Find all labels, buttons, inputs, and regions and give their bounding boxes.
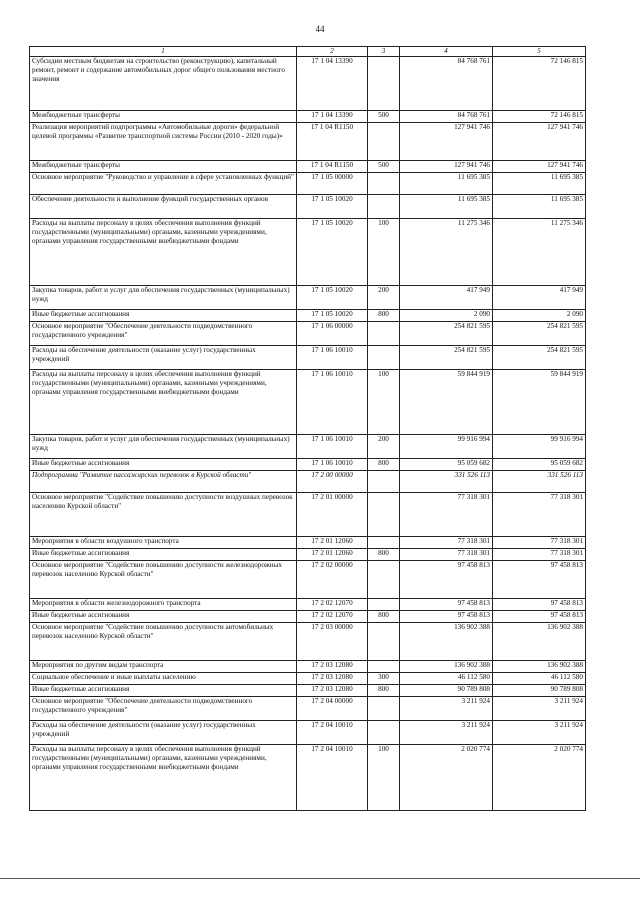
row-amount-year1-cell: 77 318 301 xyxy=(400,493,493,537)
table-row xyxy=(30,173,586,195)
row-name-cell: Мероприятия по другим видам транспорта xyxy=(30,661,297,673)
row-expense-type-cell: 800 xyxy=(368,611,400,623)
row-target-article-cell: 17 1 04 13390 xyxy=(297,57,368,111)
row-name-cell: Расходы на обеспечение деятельности (оказание услуг) государственных учреждений xyxy=(30,721,297,745)
row-target-article-cell: 17 1 06 10010 xyxy=(297,435,368,459)
row-amount-year1-cell: 95 059 682 xyxy=(400,459,493,471)
row-target-article-cell: 17 1 06 10010 xyxy=(297,459,368,471)
table-row xyxy=(30,611,586,623)
row-name-cell: Субсидии местным бюджетам на строительство (реконструкцию), капитальный ремонт, ремонт и содержание автомобильных дорог общего пользования местного значения xyxy=(30,57,297,111)
row-amount-year1-cell: 97 458 813 xyxy=(400,611,493,623)
column-number-year1: 4 xyxy=(400,47,493,57)
row-name-cell: Основное мероприятие "Содействие повышению доступности автомобильных перевозок населению Курской области" xyxy=(30,623,297,661)
row-name-cell: Закупка товаров, работ и услуг для обеспечения государственных (муниципальных) нужд xyxy=(30,286,297,310)
row-target-article-cell: 17 1 05 10020 xyxy=(297,310,368,322)
table-row xyxy=(30,673,586,685)
row-amount-year2-cell: 97 458 813 xyxy=(493,561,586,599)
row-expense-type-cell xyxy=(368,195,400,219)
column-number-vr: 3 xyxy=(368,47,400,57)
table-row xyxy=(30,661,586,673)
row-amount-year2-cell: 11 275 346 xyxy=(493,219,586,286)
row-name-cell: Реализация мероприятий подпрограммы «Автомобильные дороги» федеральной целевой программы «Развитие транспортной системы России (2010 - 2020 годы)» xyxy=(30,123,297,161)
row-amount-year1-cell: 3 211 924 xyxy=(400,721,493,745)
row-name-cell: Основное мероприятие "Содействие повышению доступности воздушных перевозок населению Курской области" xyxy=(30,493,297,537)
row-name-cell: Расходы на обеспечение деятельности (оказание услуг) государственных учреждений xyxy=(30,346,297,370)
row-target-article-cell: 17 1 05 10020 xyxy=(297,219,368,286)
row-amount-year2-cell: 254 821 595 xyxy=(493,346,586,370)
row-amount-year2-cell: 90 789 808 xyxy=(493,685,586,697)
row-target-article-cell: 17 2 04 00000 xyxy=(297,697,368,721)
row-amount-year2-cell: 127 941 746 xyxy=(493,161,586,173)
row-amount-year2-cell: 99 916 994 xyxy=(493,435,586,459)
table-row xyxy=(30,57,586,111)
row-target-article-cell: 17 2 02 00000 xyxy=(297,561,368,599)
row-amount-year1-cell: 2 090 xyxy=(400,310,493,322)
table-row xyxy=(30,471,586,493)
table-row xyxy=(30,370,586,435)
row-expense-type-cell xyxy=(368,537,400,549)
row-target-article-cell: 17 2 02 12070 xyxy=(297,611,368,623)
row-amount-year2-cell: 77 318 301 xyxy=(493,549,586,561)
row-expense-type-cell xyxy=(368,123,400,161)
row-amount-year2-cell: 136 902 388 xyxy=(493,661,586,673)
row-amount-year2-cell: 46 112 580 xyxy=(493,673,586,685)
row-expense-type-cell xyxy=(368,471,400,493)
row-amount-year2-cell: 72 146 815 xyxy=(493,111,586,123)
row-target-article-cell: 17 1 05 00000 xyxy=(297,173,368,195)
row-amount-year2-cell: 136 902 388 xyxy=(493,623,586,661)
row-amount-year1-cell: 331 526 113 xyxy=(400,471,493,493)
table-row xyxy=(30,459,586,471)
row-amount-year2-cell: 3 211 924 xyxy=(493,697,586,721)
row-expense-type-cell xyxy=(368,599,400,611)
row-amount-year1-cell: 59 844 919 xyxy=(400,370,493,435)
row-target-article-cell: 17 2 03 12080 xyxy=(297,661,368,673)
row-name-cell: Закупка товаров, работ и услуг для обеспечения государственных (муниципальных) нужд xyxy=(30,435,297,459)
table-row xyxy=(30,721,586,745)
row-target-article-cell: 17 2 02 12070 xyxy=(297,599,368,611)
row-amount-year2-cell: 331 526 113 xyxy=(493,471,586,493)
table-row xyxy=(30,435,586,459)
row-target-article-cell: 17 2 03 12080 xyxy=(297,685,368,697)
row-target-article-cell: 17 1 05 10020 xyxy=(297,195,368,219)
row-expense-type-cell: 200 xyxy=(368,435,400,459)
table-row xyxy=(30,745,586,811)
row-target-article-cell: 17 1 04 R1150 xyxy=(297,161,368,173)
row-amount-year1-cell: 136 902 388 xyxy=(400,623,493,661)
row-expense-type-cell: 100 xyxy=(368,745,400,811)
row-target-article-cell: 17 2 03 12080 xyxy=(297,673,368,685)
row-target-article-cell: 17 2 01 12060 xyxy=(297,537,368,549)
row-amount-year2-cell: 254 821 595 xyxy=(493,322,586,346)
row-name-cell: Иные бюджетные ассигнования xyxy=(30,310,297,322)
row-amount-year1-cell: 11 275 346 xyxy=(400,219,493,286)
row-amount-year1-cell: 254 821 595 xyxy=(400,346,493,370)
row-expense-type-cell xyxy=(368,493,400,537)
row-expense-type-cell: 500 xyxy=(368,161,400,173)
table-row xyxy=(30,561,586,599)
row-amount-year1-cell: 127 941 746 xyxy=(400,123,493,161)
row-name-cell: Иные бюджетные ассигнования xyxy=(30,685,297,697)
row-expense-type-cell: 300 xyxy=(368,673,400,685)
row-amount-year1-cell: 84 768 761 xyxy=(400,111,493,123)
row-target-article-cell: 17 1 05 10020 xyxy=(297,286,368,310)
row-amount-year2-cell: 417 949 xyxy=(493,286,586,310)
row-expense-type-cell: 500 xyxy=(368,111,400,123)
row-expense-type-cell: 800 xyxy=(368,310,400,322)
table-row xyxy=(30,697,586,721)
row-amount-year1-cell: 417 949 xyxy=(400,286,493,310)
table-row xyxy=(30,310,586,322)
row-amount-year2-cell: 11 695 385 xyxy=(493,173,586,195)
row-expense-type-cell: 800 xyxy=(368,685,400,697)
row-expense-type-cell xyxy=(368,623,400,661)
row-expense-type-cell xyxy=(368,561,400,599)
row-target-article-cell: 17 2 00 00000 xyxy=(297,471,368,493)
table-row xyxy=(30,623,586,661)
row-amount-year1-cell: 11 695 385 xyxy=(400,173,493,195)
row-expense-type-cell: 100 xyxy=(368,370,400,435)
row-name-cell: Мероприятия в области воздушного транспорта xyxy=(30,537,297,549)
row-amount-year1-cell: 127 941 746 xyxy=(400,161,493,173)
table-row xyxy=(30,537,586,549)
row-amount-year1-cell: 46 112 580 xyxy=(400,673,493,685)
row-expense-type-cell xyxy=(368,661,400,673)
row-amount-year2-cell: 97 458 813 xyxy=(493,599,586,611)
page-number: 44 xyxy=(315,24,325,34)
table-row xyxy=(30,195,586,219)
column-number-row xyxy=(30,47,586,57)
table-row xyxy=(30,111,586,123)
column-number-csr: 2 xyxy=(297,47,368,57)
row-name-cell: Подпрограмма "Развитие пассажирских перевозок в Курской области" xyxy=(30,471,297,493)
row-name-cell: Мероприятия в области железнодорожного транспорта xyxy=(30,599,297,611)
row-amount-year1-cell: 136 902 388 xyxy=(400,661,493,673)
row-target-article-cell: 17 1 06 00000 xyxy=(297,322,368,346)
row-target-article-cell: 17 2 01 00000 xyxy=(297,493,368,537)
row-name-cell: Расходы на выплаты персоналу в целях обеспечения выполнения функций государственными (муниципальными) органами, казенными учреждениями, органами управления государственными внебюджетными фондами xyxy=(30,370,297,435)
row-expense-type-cell: 200 xyxy=(368,286,400,310)
row-name-cell: Межбюджетные трансферты xyxy=(30,161,297,173)
row-name-cell: Иные бюджетные ассигнования xyxy=(30,459,297,471)
row-expense-type-cell: 800 xyxy=(368,549,400,561)
row-expense-type-cell xyxy=(368,346,400,370)
row-name-cell: Обеспечение деятельности и выполнение функций государственных органов xyxy=(30,195,297,219)
row-amount-year1-cell: 77 318 301 xyxy=(400,549,493,561)
footer-rule xyxy=(0,878,640,879)
row-target-article-cell: 17 1 06 10010 xyxy=(297,346,368,370)
table-row xyxy=(30,599,586,611)
row-expense-type-cell xyxy=(368,697,400,721)
row-amount-year2-cell: 2 090 xyxy=(493,310,586,322)
row-expense-type-cell: 800 xyxy=(368,459,400,471)
row-amount-year1-cell: 99 916 994 xyxy=(400,435,493,459)
row-name-cell: Основное мероприятие "Обеспечение деятельности подведомственного государственного учреждения" xyxy=(30,322,297,346)
row-amount-year2-cell: 3 211 924 xyxy=(493,721,586,745)
row-amount-year1-cell: 97 458 813 xyxy=(400,561,493,599)
budget-table-body xyxy=(30,47,586,811)
row-name-cell: Иные бюджетные ассигнования xyxy=(30,549,297,561)
row-amount-year2-cell: 77 318 301 xyxy=(493,537,586,549)
row-name-cell: Расходы на выплаты персоналу в целях обеспечения выполнения функций государственными (муниципальными) органами, казенными учреждениями, органами управления государственными внебюджетными фондами xyxy=(30,219,297,286)
row-amount-year1-cell: 77 318 301 xyxy=(400,537,493,549)
row-target-article-cell: 17 2 04 10010 xyxy=(297,745,368,811)
row-target-article-cell: 17 1 04 R1150 xyxy=(297,123,368,161)
row-name-cell: Иные бюджетные ассигнования xyxy=(30,611,297,623)
row-amount-year2-cell: 2 020 774 xyxy=(493,745,586,811)
row-expense-type-cell xyxy=(368,57,400,111)
budget-table xyxy=(29,46,586,811)
row-amount-year2-cell: 11 695 385 xyxy=(493,195,586,219)
row-name-cell: Социальное обеспечение и иные выплаты населению xyxy=(30,673,297,685)
row-amount-year1-cell: 97 458 813 xyxy=(400,599,493,611)
row-name-cell: Расходы на выплаты персоналу в целях обеспечения выполнения функций государственными (муниципальными) органами, казенными учреждениями, органами управления государственными внебюджетными фондами xyxy=(30,745,297,811)
row-expense-type-cell xyxy=(368,173,400,195)
row-amount-year2-cell: 127 941 746 xyxy=(493,123,586,161)
row-amount-year2-cell: 77 318 301 xyxy=(493,493,586,537)
row-name-cell: Основное мероприятие "Руководство и управление в сфере установленных функций" xyxy=(30,173,297,195)
row-target-article-cell: 17 2 01 12060 xyxy=(297,549,368,561)
row-target-article-cell: 17 2 04 10010 xyxy=(297,721,368,745)
row-amount-year2-cell: 97 458 813 xyxy=(493,611,586,623)
row-amount-year1-cell: 3 211 924 xyxy=(400,697,493,721)
table-row xyxy=(30,346,586,370)
table-row xyxy=(30,322,586,346)
column-number-year2: 5 xyxy=(493,47,586,57)
row-target-article-cell: 17 2 03 00000 xyxy=(297,623,368,661)
table-row xyxy=(30,685,586,697)
row-amount-year1-cell: 90 789 808 xyxy=(400,685,493,697)
table-row xyxy=(30,219,586,286)
row-amount-year1-cell: 11 695 385 xyxy=(400,195,493,219)
row-expense-type-cell xyxy=(368,322,400,346)
row-target-article-cell: 17 1 04 13390 xyxy=(297,111,368,123)
row-name-cell: Основное мероприятие "Обеспечение деятельности подведомственного государственного учреждения" xyxy=(30,697,297,721)
row-name-cell: Межбюджетные трансферты xyxy=(30,111,297,123)
column-number-name: 1 xyxy=(30,47,297,57)
row-amount-year1-cell: 254 821 595 xyxy=(400,322,493,346)
row-amount-year2-cell: 95 059 682 xyxy=(493,459,586,471)
row-expense-type-cell xyxy=(368,721,400,745)
row-amount-year1-cell: 84 768 761 xyxy=(400,57,493,111)
row-amount-year2-cell: 59 844 919 xyxy=(493,370,586,435)
row-name-cell: Основное мероприятие "Содействие повышению доступности железнодорожных перевозок населению Курской области" xyxy=(30,561,297,599)
table-row xyxy=(30,123,586,161)
row-expense-type-cell: 100 xyxy=(368,219,400,286)
table-row xyxy=(30,549,586,561)
table-row xyxy=(30,286,586,310)
table-row xyxy=(30,161,586,173)
row-target-article-cell: 17 1 06 10010 xyxy=(297,370,368,435)
row-amount-year1-cell: 2 020 774 xyxy=(400,745,493,811)
table-row xyxy=(30,493,586,537)
row-amount-year2-cell: 72 146 815 xyxy=(493,57,586,111)
